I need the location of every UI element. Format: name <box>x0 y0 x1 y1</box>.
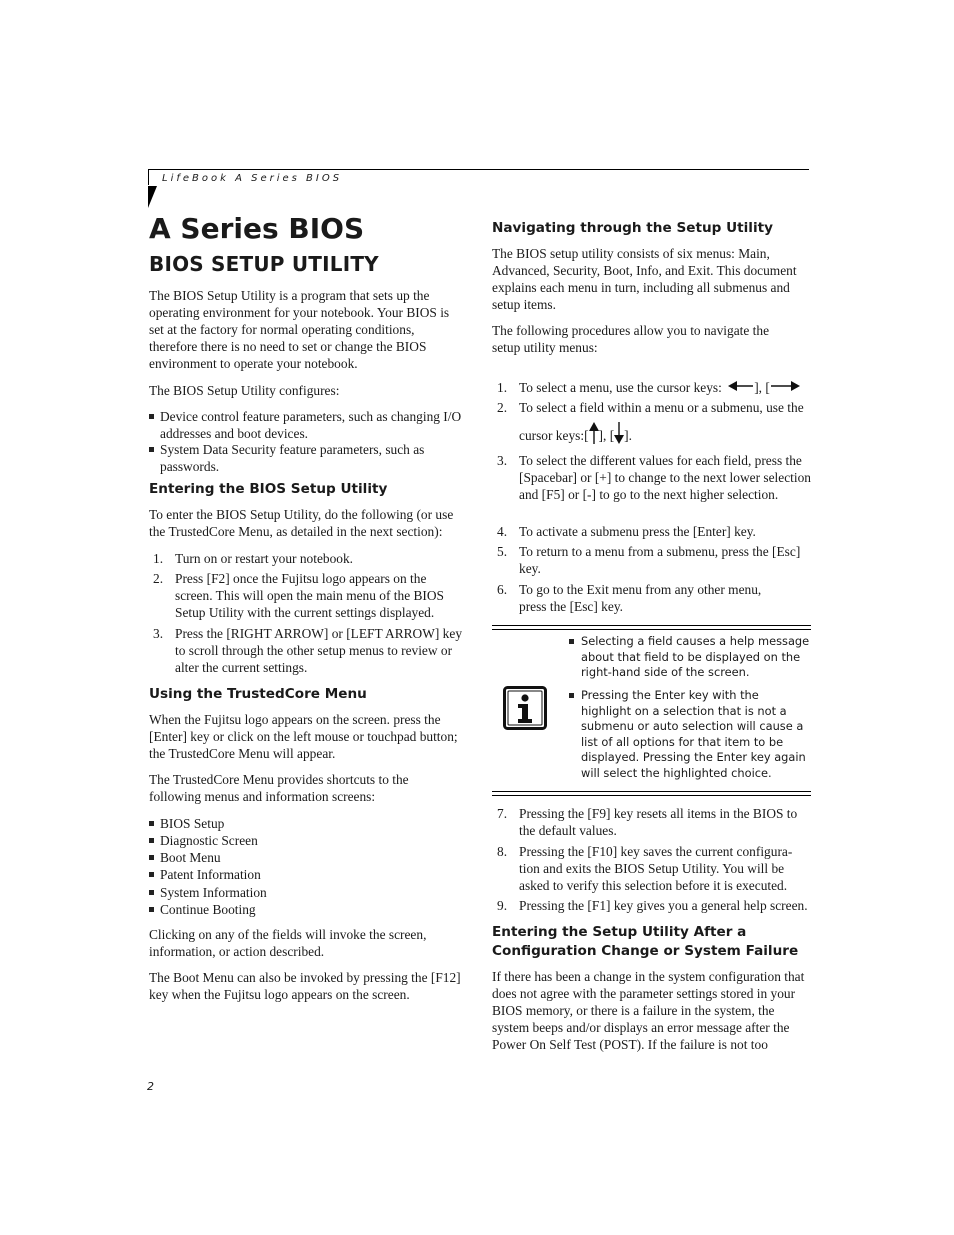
list-item: BIOS Setup <box>149 815 224 832</box>
list-item: Diagnostic Screen <box>149 832 258 849</box>
running-title: LifeBook A Series BIOS <box>162 173 343 184</box>
list-item: 8. Pressing the [F10] key saves the current configura-tion and exits the BIOS Setup Utility. You will be asked to verify this selection before it is executed. <box>497 844 793 893</box>
note-top-rule <box>492 625 811 626</box>
list-item: 1. Turn on or restart your notebook. <box>153 551 354 566</box>
header-vertical-rule <box>148 169 149 185</box>
left-arrow-icon <box>728 380 754 392</box>
list-item: 6. To go to the Exit menu from any other menu, press the [Esc] key. <box>497 582 762 614</box>
configures-paragraph: The BIOS Setup Utility configures: <box>149 383 340 398</box>
right-arrow-icon <box>770 380 800 392</box>
list-item: 9. Pressing the [F1] key gives you a general help screen. <box>497 898 808 913</box>
list-item: 3. Press the [RIGHT ARROW] or [LEFT ARROW] key to scroll through the other setup menus to review or alter the current settings. <box>153 626 463 675</box>
list-item: Boot Menu <box>149 849 221 866</box>
trustedcore-heading: Using the TrustedCore Menu <box>149 686 367 702</box>
trustedcore-paragraph: Clicking on any of the fields will invoke the screen, information, or action described. <box>149 927 427 959</box>
entering-intro: To enter the BIOS Setup Utility, do the following (or use the TrustedCore Menu, as detailed in the next section): <box>149 507 454 539</box>
section-title: BIOS SETUP UTILITY <box>149 252 379 276</box>
intro-paragraph: The BIOS Setup Utility is a program that sets up the operating environment for your notebook. Your BIOS is set at the factory for normal operating conditions, therefore there is no need to set or change the BIOS environment to operate your notebook. <box>149 288 450 371</box>
list-item: 3. To select the different values for each field, press the [Spacebar] or [+] to change to the next lower selection and [F5] or [-] to go to the next higher selection. <box>497 453 811 502</box>
header-rule <box>148 169 809 170</box>
navigating-heading: Navigating through the Setup Utility <box>492 220 773 236</box>
header-marker <box>148 186 157 208</box>
navigating-paragraph: The following procedures allow you to navigate the setup utility menus: <box>492 323 770 355</box>
list-item: 1. To select a menu, use the cursor keys: ], [ <box>497 379 811 396</box>
list-item: Patent Information <box>149 866 261 883</box>
trustedcore-paragraph: When the Fujitsu logo appears on the screen. press the [Enter] key or click on the left mouse or touchpad button; the TrustedCore Menu will appear. <box>149 712 458 761</box>
note-top-rule <box>492 629 811 630</box>
note-bottom-rule <box>492 795 811 796</box>
failure-paragraph: If there has been a change in the system configuration that does not agree with the parameter settings stored in your BIOS memory, or there is a failure in the system, the system beeps and/or displays an error message after the Power On Self Test (POST). If the failure is not too <box>492 969 805 1052</box>
page-number: 2 <box>147 1080 154 1093</box>
list-item: Continue Booting <box>149 901 256 918</box>
page-title: A Series BIOS <box>149 212 365 245</box>
up-arrow-icon <box>589 422 599 444</box>
list-item: 5. To return to a menu from a submenu, press the [Esc] key. <box>497 544 801 576</box>
list-item: System Data Security feature parameters, such as passwords. <box>149 441 450 475</box>
list-item: 4. To activate a submenu press the [Enter] key. <box>497 524 756 539</box>
list-item: 7. Pressing the [F9] key resets all items in the BIOS to the default values. <box>497 806 798 838</box>
list-item: Device control feature parameters, such as changing I/O addresses and boot devices. <box>149 408 465 442</box>
note-item: Pressing the Enter key with the highlight on a selection that is not a submenu or auto selection will cause a list of all options for that item to be displayed. Pressing the Enter key again will select the highlighted choice. <box>569 688 811 781</box>
note-bottom-rule <box>492 791 811 792</box>
trustedcore-paragraph: The TrustedCore Menu provides shortcuts to the following menus and information screens: <box>149 772 409 804</box>
entering-heading: Entering the BIOS Setup Utility <box>149 481 388 497</box>
navigating-paragraph: The BIOS setup utility consists of six menus: Main, Advanced, Security, Boot, Info, and Exit. This document explains each menu in turn, including all submenus and setup items. <box>492 246 797 312</box>
trustedcore-paragraph: The Boot Menu can also be invoked by pressing the [F12] key when the Fujitsu logo appears on the screen. <box>149 970 461 1002</box>
down-arrow-icon <box>614 422 624 444</box>
list-item: 2. Press [F2] once the Fujitsu logo appears on the screen. This will open the main menu of the BIOS Setup Utility with the current settings displayed. <box>153 571 445 620</box>
failure-heading: Entering the Setup Utility After a Configuration Change or System Failure <box>492 924 799 959</box>
note-item: Selecting a field causes a help message about that field to be displayed on the right-hand side of the screen. <box>569 634 811 681</box>
list-item: 2. To select a field within a menu or a submenu, use the cursor keys:[ ], [ ]. <box>497 400 804 443</box>
list-item: System Information <box>149 884 267 901</box>
info-icon <box>503 686 547 730</box>
